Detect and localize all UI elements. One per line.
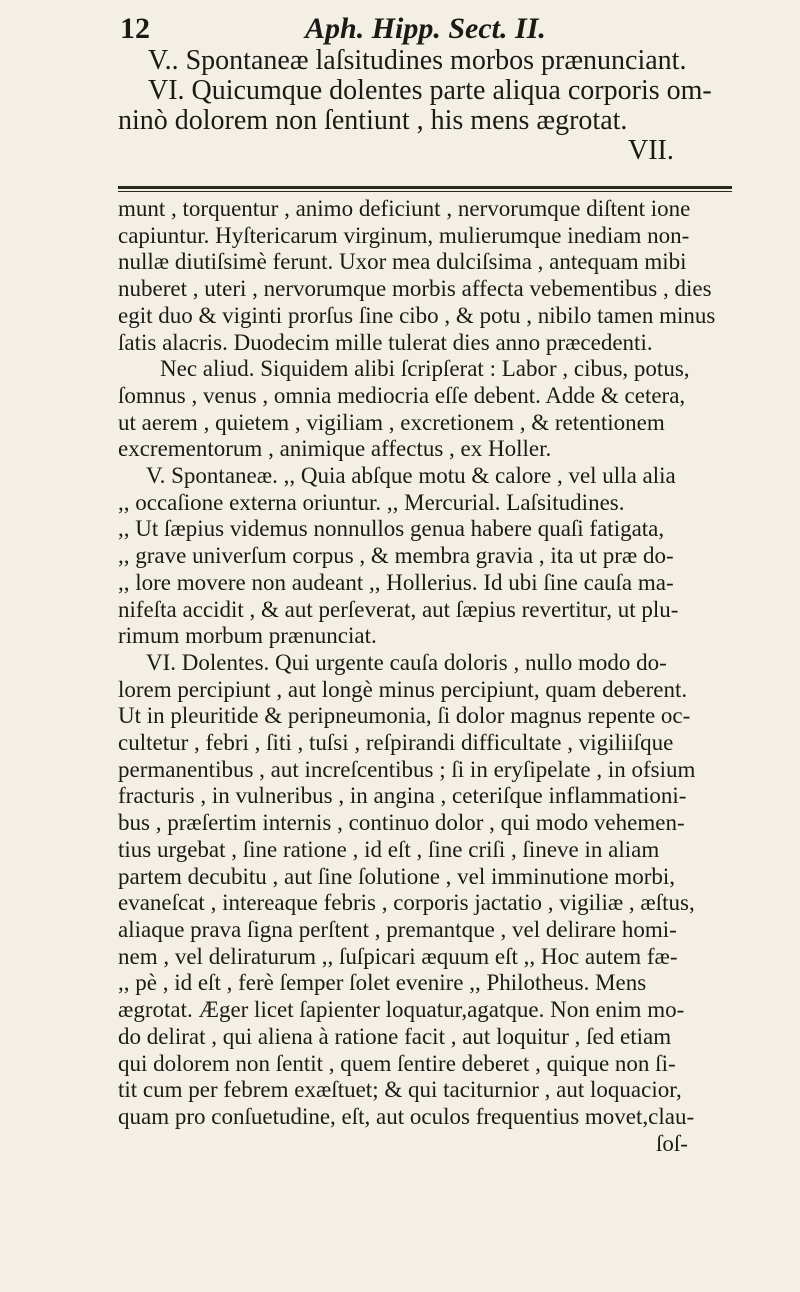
commentary-line: ,, lore movere non audeant ,, Hollerius. Id ubi ſine cauſa ma- (118, 569, 674, 595)
commentary-line: ut aerem , quietem , vigiliam , excretionem , & retentionem (118, 409, 665, 435)
commentary-line: ſomnus , venus , omnia mediocria eſſe debent. Adde & cetera, (118, 382, 686, 408)
commentary-line: egit duo & viginti prorſus ſine cibo , & potu , nibilo tamen minus (118, 302, 716, 328)
commentary-line: lorem percipiunt , aut longè minus percipiunt, quam deberent. (118, 676, 688, 702)
commentary-line: Nec aliud. Siquidem alibi ſcripſerat : Labor , cibus, potus, (160, 356, 690, 382)
aphorism-vi: VI. Quicumque dolentes parte aliqua corporis om- (148, 75, 712, 106)
commentary-line: ſatis alacris. Duodecim mille tulerat dies anno præcedenti. (118, 329, 653, 355)
commentary-line: ,, grave univerſum corpus , & membra gravia , ita ut præ do- (118, 543, 674, 569)
commentary-text (118, 196, 738, 1157)
aphorism-vi-continued: ninò dolorem non ſentiunt , his mens ægrotat. (118, 105, 628, 136)
commentary-line: excrementorum , animique affectus , ex Holler. (118, 436, 552, 462)
commentary-line: aliaque prava ſigna perſtent , premantque , vel delirare homi- (118, 916, 677, 942)
commentary-line: nifeſta accidit , & aut perſeverat, aut ſæpius revertitur, ut plu- (118, 596, 679, 622)
commentary-line: nem , vel deliraturum ,, ſuſpicari æquum eſt ,, Hoc autem fæ- (118, 943, 678, 969)
commentary-line: ,, Ut ſæpius videmus nonnullos genua habere quaſi fatigata, (118, 516, 665, 542)
aphorism-block (0, 46, 800, 166)
section-rule (118, 186, 732, 189)
commentary-line: evaneſcat , intereaque febris , corporis jactatio , vigiliæ , æſtus, (118, 890, 695, 916)
commentary-line: do delirat , qui aliena à ratione facit , aut loquitur , ſed etiam (118, 1023, 672, 1049)
commentary-line: V. Spontaneæ. ,, Quia abſque motu & calore , vel ulla alia (146, 463, 676, 489)
commentary-line: nullæ diutiſsimè ferunt. Uxor mea dulciſsima , antequam mibi (118, 249, 687, 275)
commentary-line: Ut in pleuritide & peripneumonia, ſi dolor magnus repente oc- (118, 703, 691, 729)
commentary-line: quam pro conſuetudine, eſt, aut oculos frequentius movet,clau- (118, 1103, 695, 1129)
commentary-line: permanentibus , aut increſcentibus ; ſi in eryſipelate , in ofsium (118, 756, 696, 782)
section-rule-thin (118, 191, 732, 192)
commentary-line: munt , torquentur , animo deficiunt , nervorumque diſtent ione (118, 196, 691, 221)
running-head: Aph. Hipp. Sect. II. (305, 12, 546, 45)
commentary-line: bus , præſertim internis , continuo dolor , qui modo vehemen- (118, 810, 685, 836)
commentary-line: tius urgebat , ſine ratione , id eſt , ſine criſi , ſineve in aliam (118, 836, 660, 862)
commentary-line: fracturis , in vulneribus , in angina , ceteriſque inflammationi- (118, 783, 687, 809)
page-header (0, 12, 800, 46)
page-number: 12 (120, 12, 150, 45)
commentary-line: capiuntur. Hyſtericarum virginum, mulierumque inediam non- (118, 222, 690, 248)
commentary-line: VI. Dolentes. Qui urgente cauſa doloris , nullo modo do- (146, 649, 667, 675)
aphorism-v: V.. Spontaneæ laſsitudines morbos prænunciant. (148, 45, 687, 76)
commentary-line: ægrotat. Æger licet ſapienter loquatur,agatque. Non enim mo- (118, 997, 685, 1023)
commentary-line: partem decubitu , aut ſine ſolutione , vel imminutione morbi, (118, 863, 675, 889)
commentary-line: cultetur , febri , ſiti , tuſsi , reſpirandi difficultate , vigiliiſque (118, 730, 674, 756)
catchword: ſoſ- (656, 1130, 688, 1156)
commentary-line: rimum morbum prænunciat. (118, 623, 377, 649)
commentary-line: qui dolorem non ſentit , quem ſentire deberet , quique non ſi- (118, 1050, 676, 1076)
commentary-line: ,, occaſione externa oriuntur. ,, Mercurial. Laſsitudines. (118, 489, 625, 515)
aphorism-vii-number: VII. (628, 135, 674, 166)
commentary-line: ,, pè , id eſt , ferè ſemper ſolet evenire ,, Philotheus. Mens (118, 970, 647, 996)
commentary-line: nuberet , uteri , nervorumque morbis affecta vebementibus , dies (118, 276, 712, 302)
commentary-line: tit cum per febrem exæſtuet; & qui taciturnior , aut loquacior, (118, 1077, 682, 1103)
